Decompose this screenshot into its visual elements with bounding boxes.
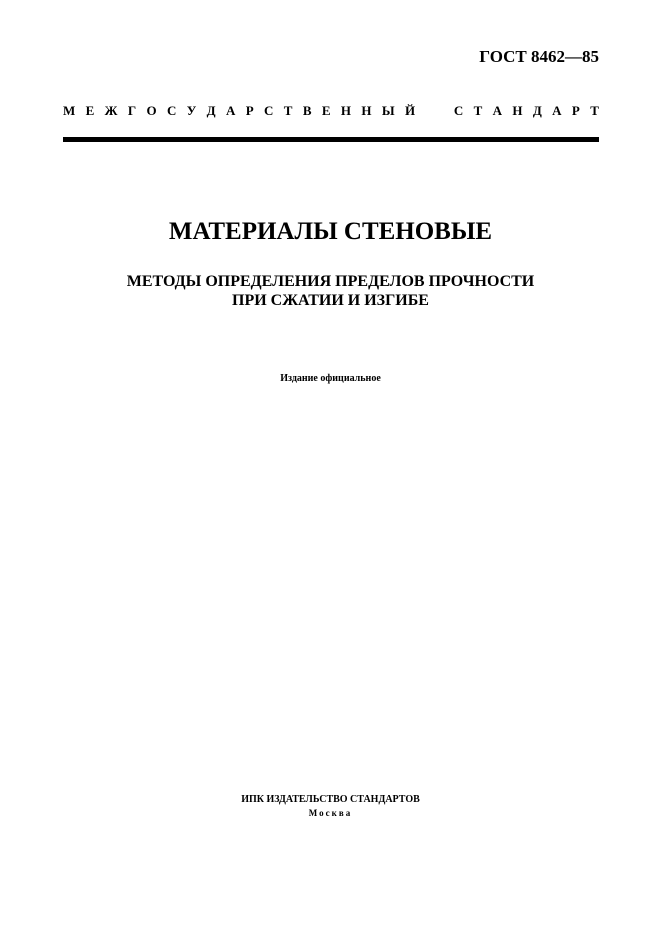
heading-letter: Е [321, 103, 331, 118]
heading-letter: Й [404, 103, 416, 118]
heading-word-gap [425, 103, 443, 119]
subtitle-line-1: МЕТОДЫ ОПРЕДЕЛЕНИЯ ПРЕДЕЛОВ ПРОЧНОСТИ [126, 273, 535, 290]
heading-letter: Д [206, 103, 216, 118]
subtitle-line-2: ПРИ СЖАТИИ И ИЗГИБЕ [232, 292, 429, 309]
heading-letter: Т [283, 103, 293, 118]
heading-letter: С [264, 103, 274, 118]
header-divider [63, 137, 599, 142]
heading-letter: А [492, 103, 502, 118]
heading-letter: А [225, 103, 236, 118]
heading-letter: Т [473, 103, 483, 118]
publisher-name: ИПК ИЗДАТЕЛЬСТВО СТАНДАРТОВ [241, 794, 420, 805]
heading-letter: Е [85, 103, 95, 118]
heading-letter: О [146, 103, 157, 118]
heading-letter: М [63, 103, 76, 118]
heading-letter: С [167, 103, 177, 118]
heading-letter: Р [245, 103, 254, 118]
heading-letter: Г [127, 103, 137, 118]
heading-letter: Ж [104, 103, 118, 118]
heading-letter: Ы [381, 103, 395, 118]
heading-letter: У [186, 103, 197, 118]
heading-letter: Р [571, 103, 580, 118]
heading-letter: А [552, 103, 562, 118]
heading-letter: Т [590, 103, 599, 118]
heading-letter: С [453, 103, 464, 118]
standard-number: ГОСТ 8462—85 [479, 47, 599, 66]
standard-type-heading [63, 103, 599, 119]
heading-letter: Н [361, 103, 372, 118]
heading-letter: В [302, 103, 312, 118]
heading-letter: Н [512, 103, 523, 118]
document-title: МАТЕРИАЛЫ СТЕНОВЫЕ [168, 218, 493, 245]
heading-letter: Н [340, 103, 352, 118]
document-subtitle [0, 272, 661, 310]
edition-note: Издание официальное [280, 373, 381, 384]
publisher-city: Москва [308, 808, 353, 818]
heading-letter: Д [532, 103, 542, 118]
